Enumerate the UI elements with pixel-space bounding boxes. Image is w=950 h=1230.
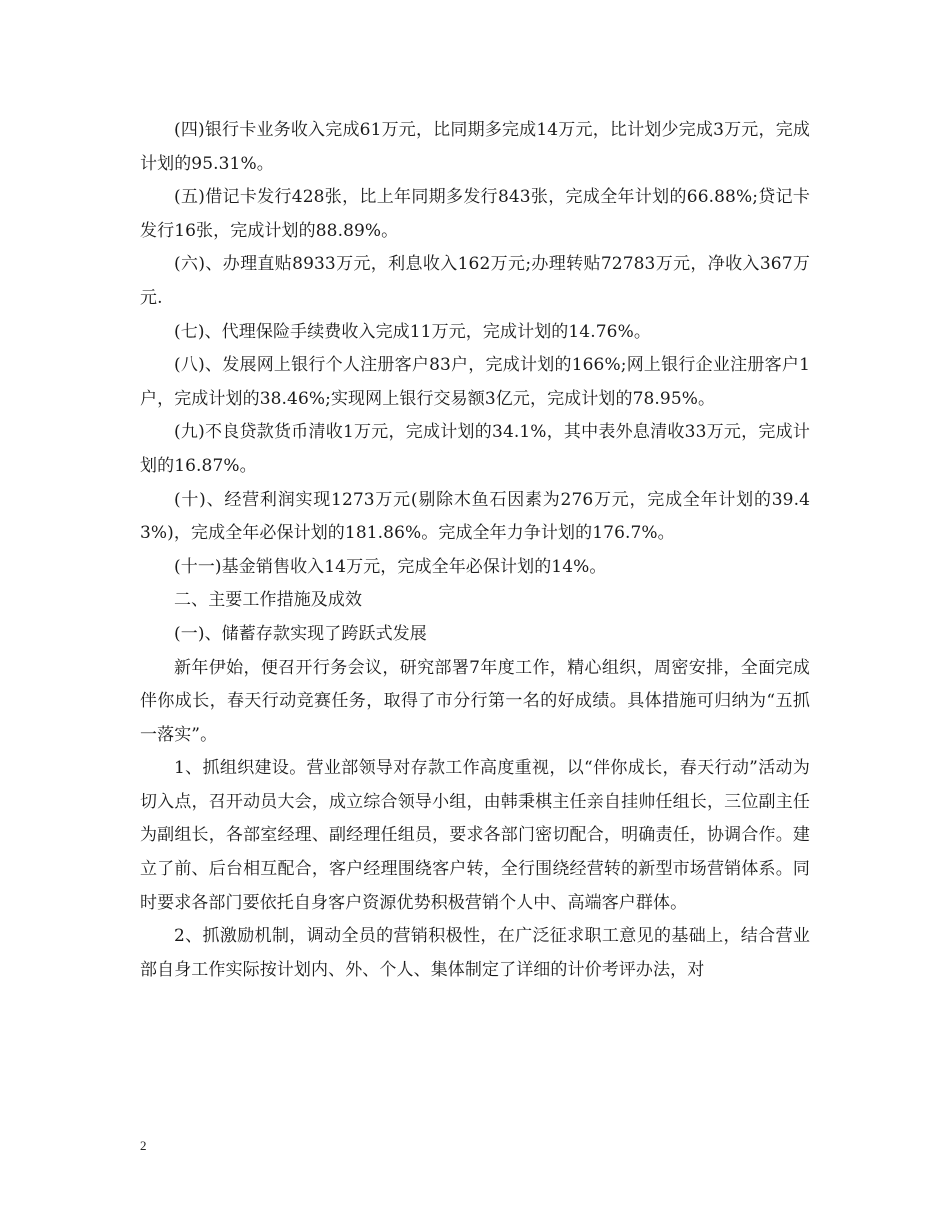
page-number: 2	[140, 1138, 147, 1153]
paragraph-card-issuance: (五)借记卡发行428张，比上年同期多发行843张，完成全年计划的66.88%;贷记卡发行16张，完成计划的88.89%。	[140, 187, 810, 241]
paragraph-online-banking: (八)、发展网上银行个人注册客户83户，完成计划的166%;网上银行企业注册客户1户，完成计划的38.46%;实现网上银行交易额3亿元，完成计划的78.95%。	[140, 355, 810, 409]
paragraph-discount-business: (六)、办理直贴8933万元，利息收入162万元;办理转贴72783万元，净收入367万元.	[140, 254, 810, 308]
document-body	[140, 114, 810, 987]
section-heading-measures: 二、主要工作措施及成效	[174, 590, 363, 611]
subsection-heading-savings: (一)、储蓄存款实现了跨跃式发展	[174, 623, 427, 644]
paragraph-fund-sales: (十一)基金销售收入14万元，完成全年必保计划的14%。	[174, 556, 607, 577]
paragraph-new-year-meeting: 新年伊始，便召开行务会议，研究部署7年度工作，精心组织，周密安排，全面完成伴你成长，春天行动竞赛任务，取得了市分行第一名的好成绩。具体措施可归纳为“五抓一落实”。	[140, 657, 810, 745]
paragraph-incentive: 2、抓激励机制，调动全员的营销积极性，在广泛征求职工意见的基础上，结合营业部自身工作实际按计划内、外、个人、集体制定了详细的计价考评办法，对	[140, 926, 810, 980]
paragraph-bad-loan-recovery: (九)不良贷款货币清收1万元，完成计划的34.1%，其中表外息清收33万元，完成计划的16.87%。	[140, 422, 810, 476]
paragraph-organization: 1、抓组织建设。营业部领导对存款工作高度重视，以“伴你成长，春天行动”活动为切入点，召开动员大会，成立综合领导小组，由韩秉棋主任亲自挂帅任组长，三位副主任为副组长，各部室经理、副经理任组员，要求各部门密切配合，明确责任，协调合作。建立了前、后台相互配合，客户经理围绕客户转，全行围绕经营转的新型市场营销体系。同时要求各部门要依托自身客户资源优势积极营销个人中、高端客户群体。	[140, 758, 810, 913]
paragraph-bank-card-income: (四)银行卡业务收入完成61万元，比同期多完成14万元，比计划少完成3万元，完成计划的95.31%。	[140, 120, 810, 174]
paragraph-operating-profit: (十)、经营利润实现1273万元(剔除木鱼石因素为276万元，完成全年计划的39.43%)，完成全年必保计划的181.86%。完成全年力争计划的176.7%。	[140, 489, 810, 544]
paragraph-insurance-fee: (七)、代理保险手续费收入完成11万元，完成计划的14.76%。	[174, 321, 651, 342]
